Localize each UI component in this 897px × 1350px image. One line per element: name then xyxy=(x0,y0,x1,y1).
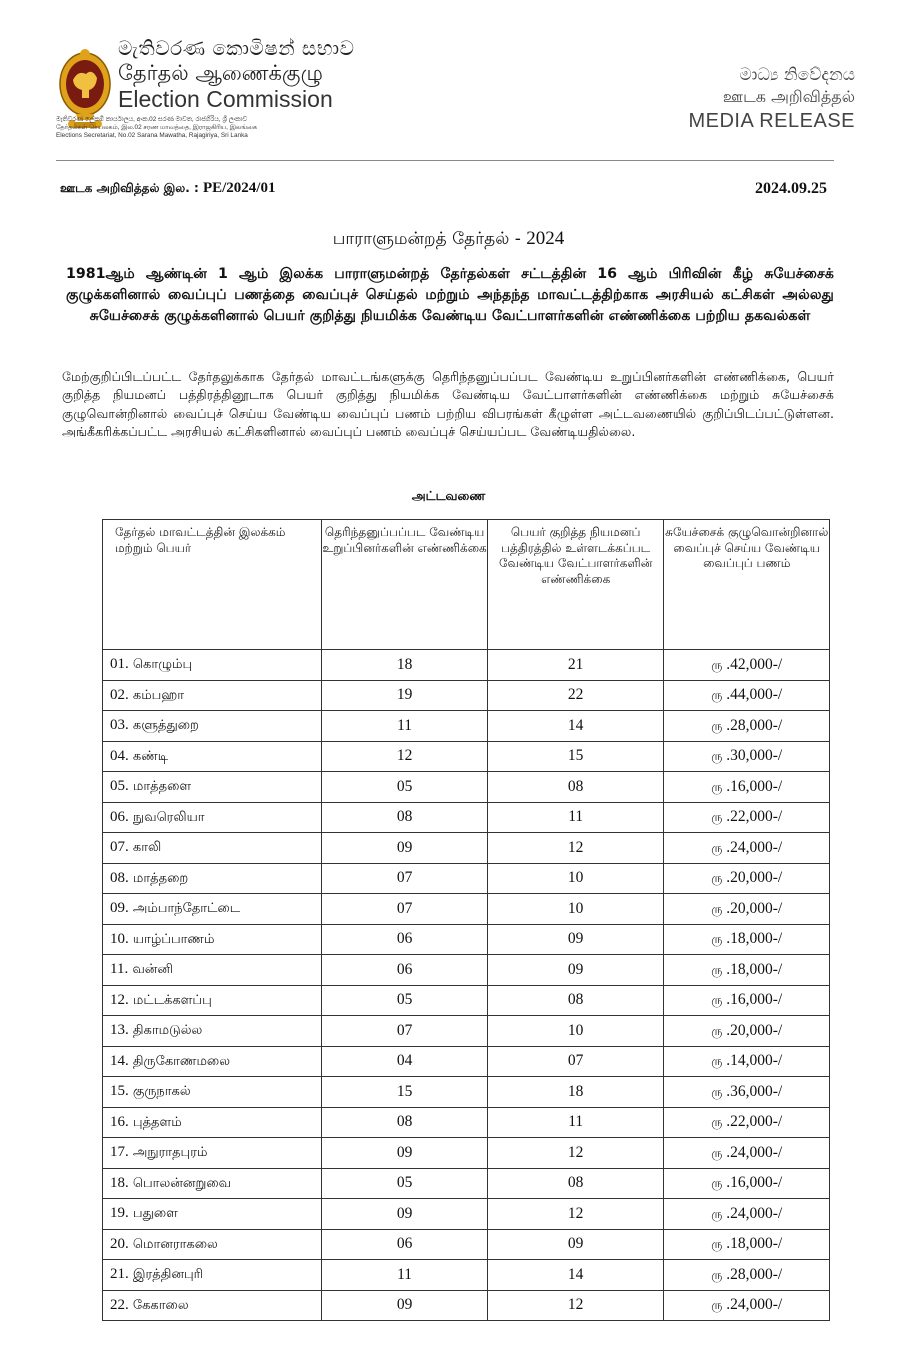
district-cell xyxy=(103,650,322,681)
candidates-cell: 10 xyxy=(487,863,664,894)
members-cell: 11 xyxy=(322,1260,488,1291)
district-cell xyxy=(103,711,322,742)
deposit-amount: .24,000-/ xyxy=(726,1143,783,1161)
district-name: கொழும்பு xyxy=(132,657,193,673)
district-number: 01. xyxy=(110,656,129,673)
rupee-symbol: ரு xyxy=(711,1115,723,1130)
district-number: 03. xyxy=(110,717,129,734)
district-number: 12. xyxy=(110,991,129,1008)
header-divider xyxy=(56,160,834,161)
deposit-cell xyxy=(664,1016,830,1047)
deposit-cell xyxy=(664,955,830,986)
district-cell xyxy=(103,833,322,864)
deposit-cell xyxy=(664,650,830,681)
district-number: 10. xyxy=(110,930,129,947)
table-row xyxy=(103,1290,830,1321)
district-cell xyxy=(103,1046,322,1077)
district-name: கேகாலை xyxy=(132,1297,189,1313)
table-body xyxy=(103,650,830,1321)
table-row xyxy=(103,1168,830,1199)
deposit-amount: .24,000-/ xyxy=(726,1204,783,1222)
organization-name xyxy=(118,36,358,112)
district-name: யாழ்ப்பாணம் xyxy=(132,931,215,947)
district-number: 09. xyxy=(110,900,129,917)
table-row xyxy=(103,1016,830,1047)
deposit-amount: .18,000-/ xyxy=(726,960,783,978)
district-name: புத்தளம் xyxy=(132,1114,182,1130)
district-cell xyxy=(103,1290,322,1321)
deposit-cell xyxy=(664,772,830,803)
column-header-district: தேர்தல் மாவட்டத்தின் இலக்கம் மற்றும் பெயர் xyxy=(103,520,322,650)
rupee-symbol: ரு xyxy=(711,779,723,794)
district-cell xyxy=(103,985,322,1016)
candidates-cell: 08 xyxy=(487,772,664,803)
district-number: 05. xyxy=(110,778,129,795)
deposit-cell xyxy=(664,1077,830,1108)
members-cell: 06 xyxy=(322,955,488,986)
members-cell: 08 xyxy=(322,802,488,833)
media-release-label xyxy=(688,64,855,134)
members-cell: 05 xyxy=(322,772,488,803)
rupee-symbol: ரு xyxy=(711,1298,723,1313)
deposit-cell xyxy=(664,1046,830,1077)
candidates-cell: 15 xyxy=(487,741,664,772)
deposit-amount: .24,000-/ xyxy=(726,838,783,856)
deposit-amount: .30,000-/ xyxy=(726,747,783,765)
district-cell xyxy=(103,772,322,803)
table-row xyxy=(103,1077,830,1108)
rupee-symbol: ரு xyxy=(711,1023,723,1038)
table-row xyxy=(103,1199,830,1230)
members-cell: 09 xyxy=(322,1290,488,1321)
title-year: 2024 xyxy=(526,228,565,249)
members-cell: 09 xyxy=(322,833,488,864)
district-name: அநுராதபுரம் xyxy=(132,1145,208,1161)
districts-table xyxy=(102,519,830,1321)
district-number: 18. xyxy=(110,1174,129,1191)
address-sinhala: මැතිවරණ ලේකම් කාර්යාලය, අංක.02 සරණ මාවත, රාජගිරිය, ශ්‍රී ලංකාව xyxy=(56,116,248,123)
district-cell xyxy=(103,1199,322,1230)
district-cell xyxy=(103,802,322,833)
table-row xyxy=(103,772,830,803)
deposit-cell xyxy=(664,1290,830,1321)
district-cell xyxy=(103,741,322,772)
candidates-cell: 08 xyxy=(487,985,664,1016)
district-name: பொலன்னறுவை xyxy=(132,1175,232,1191)
district-number: 14. xyxy=(110,1052,129,1069)
table-row xyxy=(103,711,830,742)
deposit-amount: .20,000-/ xyxy=(726,869,783,887)
title-text: பாராளுமன்றத் தேர்தல் - xyxy=(332,229,527,249)
candidates-cell: 14 xyxy=(487,711,664,742)
table-row xyxy=(103,894,830,925)
body-paragraph: மேற்குறிப்பிடப்பட்ட தேர்தலுக்காக தேர்தல் மாவட்டங்களுக்கு தெரிந்தனுப்பப்பட வேண்டிய உறுப்பினர்களின் எண்ணிக்கை, பெயர் குறித்த நியமனப் பத்திரத்தினூடாக பெயர் குறித்து நியமிக்க வேண்டிய வேட்பாளர்களின் எண்ணிக்கை மற்றும் சுயேச்சைக் குழுவொன்றினால் வைப்புச் செய்ய வேண்டிய வைப்புப் பணம் பற்றிய விபரங்கள் கீழுள்ள அட்டவணையில் குறிப்பிடப்பட்டுள்ளன. அங்கீகரிக்கப்பட்ட அரசியல் கட்சிகளினால் வைப்புப் பணம் வைப்புச் செய்யப்பட வேண்டியதில்லை. xyxy=(62,369,834,440)
column-header-deposit: சுயேச்சைக் குழுவொன்றினால் வைப்புச் செய்ய வேண்டிய வைப்புப் பணம் xyxy=(664,520,830,650)
deposit-amount: .44,000-/ xyxy=(726,686,783,704)
table-row xyxy=(103,650,830,681)
candidates-cell: 10 xyxy=(487,1016,664,1047)
table-row xyxy=(103,1138,830,1169)
media-release-tamil: ஊடக அறிவித்தல் xyxy=(722,87,855,106)
deposit-cell xyxy=(664,680,830,711)
deposit-cell xyxy=(664,1229,830,1260)
candidates-cell: 11 xyxy=(487,1107,664,1138)
table-caption: அட்டவணை xyxy=(411,488,486,503)
release-date: 2024.09.25 xyxy=(755,180,827,197)
district-cell xyxy=(103,1138,322,1169)
rupee-symbol: ரு xyxy=(711,901,723,916)
district-name: திருகோணமலை xyxy=(132,1053,231,1069)
candidates-cell: 18 xyxy=(487,1077,664,1108)
rupee-symbol: ரு xyxy=(711,1206,723,1221)
table-row xyxy=(103,863,830,894)
district-number: 21. xyxy=(110,1266,129,1283)
candidates-cell: 12 xyxy=(487,1138,664,1169)
district-number: 13. xyxy=(110,1022,129,1039)
deposit-amount: .18,000-/ xyxy=(726,1235,783,1253)
table-row xyxy=(103,1107,830,1138)
members-cell: 07 xyxy=(322,1016,488,1047)
district-name: வன்னி xyxy=(132,962,173,978)
candidates-cell: 11 xyxy=(487,802,664,833)
rupee-symbol: ரு xyxy=(711,1176,723,1191)
deposit-cell xyxy=(664,833,830,864)
deposit-amount: .28,000-/ xyxy=(726,1265,783,1283)
members-cell: 05 xyxy=(322,985,488,1016)
members-cell: 06 xyxy=(322,924,488,955)
district-number: 07. xyxy=(110,839,129,856)
district-cell xyxy=(103,863,322,894)
deposit-cell xyxy=(664,894,830,925)
address-english: Elections Secretariat, No.02 Sarana Mawatha, Rajagiriya, Sri Lanka xyxy=(56,132,248,139)
candidates-cell: 12 xyxy=(487,1199,664,1230)
district-cell xyxy=(103,1107,322,1138)
rupee-symbol: ரு xyxy=(711,840,723,855)
members-cell: 07 xyxy=(322,863,488,894)
reference-number xyxy=(60,180,275,197)
deposit-cell xyxy=(664,1199,830,1230)
district-name: அம்பாந்தோட்டை xyxy=(132,901,241,917)
deposit-cell xyxy=(664,1260,830,1291)
table-row xyxy=(103,802,830,833)
rupee-symbol: ரு xyxy=(711,688,723,703)
deposit-amount: .16,000-/ xyxy=(726,991,783,1009)
reference-value: PE/2024/01 xyxy=(202,180,276,196)
candidates-cell: 09 xyxy=(487,955,664,986)
media-release-english: MEDIA RELEASE xyxy=(688,110,855,132)
district-cell xyxy=(103,924,322,955)
candidates-cell: 08 xyxy=(487,1168,664,1199)
column-header-members: தெரிந்தனுப்பப்பட வேண்டிய உறுப்பினர்களின் எண்ணிக்கை xyxy=(322,520,488,650)
rupee-symbol: ரு xyxy=(711,1084,723,1099)
district-number: 08. xyxy=(110,869,129,886)
members-cell: 08 xyxy=(322,1107,488,1138)
members-cell: 19 xyxy=(322,680,488,711)
district-name: மொனராகலை xyxy=(132,1236,218,1252)
table-row xyxy=(103,1260,830,1291)
table-row xyxy=(103,924,830,955)
table-header-row xyxy=(103,520,830,650)
district-number: 02. xyxy=(110,686,129,703)
members-cell: 05 xyxy=(322,1168,488,1199)
deposit-amount: .20,000-/ xyxy=(726,899,783,917)
rupee-symbol: ரு xyxy=(711,1237,723,1252)
district-name: கம்பஹா xyxy=(132,687,185,703)
deposit-amount: .42,000-/ xyxy=(726,655,783,673)
deposit-amount: .22,000-/ xyxy=(726,1113,783,1131)
address-block xyxy=(56,116,356,140)
members-cell: 18 xyxy=(322,650,488,681)
district-name: காலி xyxy=(132,840,162,856)
rupee-symbol: ரு xyxy=(711,749,723,764)
district-cell xyxy=(103,894,322,925)
deposit-amount: .28,000-/ xyxy=(726,716,783,734)
table-row xyxy=(103,833,830,864)
district-name: மாத்தறை xyxy=(132,870,189,886)
rupee-symbol: ரு xyxy=(711,718,723,733)
table-row xyxy=(103,741,830,772)
deposit-amount: .24,000-/ xyxy=(726,1296,783,1314)
subheading: 1981ஆம் ஆண்டின் 1 ஆம் இலக்க பாராளுமன்றத் தேர்தல்கள் சட்டத்தின் 16 ஆம் பிரிவின் கீழ் சுயேச்சைக் குழுக்களினால் வைப்புப் பணத்தை வைப்புச் செய்தல் மற்றும் அந்தந்த மாவட்டத்திற்காக அரசியல் கட்சிகள் அல்லது சுயேச்சைக் குழுக்களினால் பெயர் குறித்து நியமிக்க வேண்டிய வேட்பாளர்களின் எண்ணிக்கை பற்றிய தகவல்கள் xyxy=(66,266,834,324)
deposit-amount: .16,000-/ xyxy=(726,777,783,795)
district-cell xyxy=(103,1260,322,1291)
table-row xyxy=(103,1046,830,1077)
district-cell xyxy=(103,1168,322,1199)
table-row xyxy=(103,1229,830,1260)
deposit-cell xyxy=(664,802,830,833)
rupee-symbol: ரு xyxy=(711,932,723,947)
deposit-amount: .20,000-/ xyxy=(726,1021,783,1039)
district-number: 17. xyxy=(110,1144,129,1161)
deposit-cell xyxy=(664,985,830,1016)
candidates-cell: 12 xyxy=(487,1290,664,1321)
members-cell: 12 xyxy=(322,741,488,772)
district-name: கண்டி xyxy=(132,748,169,764)
document-title xyxy=(0,228,897,251)
district-name: மாத்தளை xyxy=(132,779,192,795)
deposit-cell xyxy=(664,1138,830,1169)
rupee-symbol: ரு xyxy=(711,962,723,977)
district-number: 19. xyxy=(110,1205,129,1222)
deposit-cell xyxy=(664,1168,830,1199)
district-number: 11. xyxy=(110,961,129,978)
rupee-symbol: ரு xyxy=(711,657,723,672)
candidates-cell: 14 xyxy=(487,1260,664,1291)
rupee-symbol: ரு xyxy=(711,993,723,1008)
reference-label: ஊடக அறிவித்தல் இல. : xyxy=(60,181,203,195)
district-number: 20. xyxy=(110,1235,129,1252)
rupee-symbol: ரு xyxy=(711,1145,723,1160)
column-header-candidates: பெயர் குறித்த நியமனப் பத்திரத்தில் உள்ளடக்கப்பட வேண்டிய வேட்பாளர்களின் எண்ணிக்கை xyxy=(487,520,664,650)
rupee-symbol: ரு xyxy=(711,1054,723,1069)
district-cell xyxy=(103,955,322,986)
table-row xyxy=(103,955,830,986)
district-name: குருநாகல் xyxy=(132,1084,191,1100)
candidates-cell: 22 xyxy=(487,680,664,711)
members-cell: 15 xyxy=(322,1077,488,1108)
deposit-cell xyxy=(664,711,830,742)
candidates-cell: 07 xyxy=(487,1046,664,1077)
district-cell xyxy=(103,680,322,711)
candidates-cell: 09 xyxy=(487,1229,664,1260)
district-number: 22. xyxy=(110,1296,129,1313)
deposit-amount: .18,000-/ xyxy=(726,930,783,948)
members-cell: 07 xyxy=(322,894,488,925)
deposit-cell xyxy=(664,1107,830,1138)
members-cell: 11 xyxy=(322,711,488,742)
candidates-cell: 21 xyxy=(487,650,664,681)
members-cell: 06 xyxy=(322,1229,488,1260)
media-release-sinhala: මාධ්‍ය නිවේදනය xyxy=(739,65,855,85)
org-name-sinhala: මැතිවරණ කොමිෂන් සභාව xyxy=(118,36,355,60)
deposit-amount: .36,000-/ xyxy=(726,1082,783,1100)
district-number: 06. xyxy=(110,808,129,825)
district-number: 04. xyxy=(110,747,129,764)
table-row xyxy=(103,985,830,1016)
members-cell: 09 xyxy=(322,1138,488,1169)
deposit-amount: .16,000-/ xyxy=(726,1174,783,1192)
address-tamil: தேர்தல்கள் செயலகம், இல.02 சரண மாவத்தை, இராஜகிரிய, இலங்கை xyxy=(56,124,257,131)
deposit-cell xyxy=(664,924,830,955)
district-name: பதுளை xyxy=(132,1206,178,1222)
district-name: களுத்துறை xyxy=(132,718,199,734)
rupee-symbol: ரு xyxy=(711,810,723,825)
district-name: மட்டக்களப்பு xyxy=(132,992,212,1008)
district-name: திகாமடுல்ல xyxy=(132,1023,203,1039)
deposit-amount: .14,000-/ xyxy=(726,1052,783,1070)
deposit-amount: .22,000-/ xyxy=(726,808,783,826)
rupee-symbol: ரு xyxy=(711,871,723,886)
district-number: 15. xyxy=(110,1083,129,1100)
table-row xyxy=(103,680,830,711)
deposit-cell xyxy=(664,741,830,772)
deposit-cell xyxy=(664,863,830,894)
district-name: நுவரெலியா xyxy=(132,809,205,825)
org-name-english: Election Commission xyxy=(118,86,333,112)
candidates-cell: 09 xyxy=(487,924,664,955)
rupee-symbol: ரு xyxy=(711,1267,723,1282)
candidates-cell: 12 xyxy=(487,833,664,864)
district-cell xyxy=(103,1016,322,1047)
members-cell: 04 xyxy=(322,1046,488,1077)
candidates-cell: 10 xyxy=(487,894,664,925)
district-number: 16. xyxy=(110,1113,129,1130)
members-cell: 09 xyxy=(322,1199,488,1230)
district-cell xyxy=(103,1229,322,1260)
district-name: இரத்தினபுரி xyxy=(132,1267,204,1283)
org-name-tamil: தேர்தல் ஆணைக்குழு xyxy=(118,61,323,85)
district-cell xyxy=(103,1077,322,1108)
